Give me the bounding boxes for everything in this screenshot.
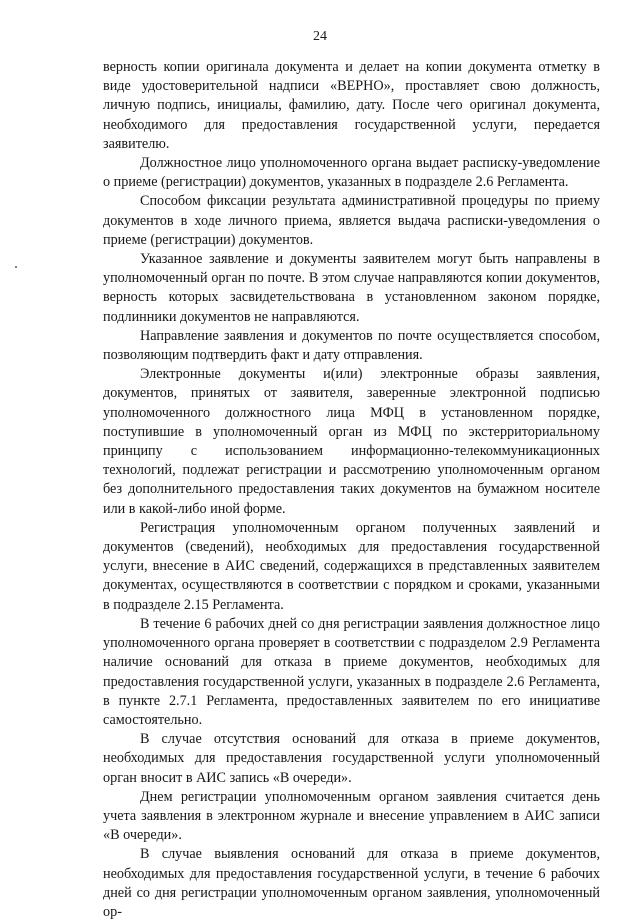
paragraph-postal-submission: Указанное заявление и документы заявителем могут быть направлены в уполномоченный орган по почте. В этом случае направляются копии документов, верность которых засвидетельствована в установленном законом порядке, подлинники документов не направляются. [103, 251, 600, 325]
paragraph-verification-period: В течение 6 рабочих дней со дня регистрации заявления должностное лицо уполномоченного органа проверяет в соответствии с подразделом 2.9 Регламента наличие оснований для отказа в приеме документов, необходимых для предоставления государственной услуги, указанных в подразделе 2.6 Регламента, в пункте 2.7.1 Регламента, предоставленных заявителем по его инициативе самостоятельно. [103, 615, 600, 728]
paragraph-result-fixation: Способом фиксации результата административной процедуры по приему документов в ходе личного приема, является выдача расписки-уведомления о приеме (регистрации) документов. [103, 193, 600, 248]
page-number: 24 [313, 29, 327, 44]
paragraph-electronic-documents: Электронные документы и(или) электронные образы заявления, документов, принятых от заявителя, заверенные электронной подписью уполномоченного должностного лица МФЦ в установленном порядке, поступившие в уполномоченный орган из МФЦ по экстерриториальному принципу с использованием информационно-телекоммуникационных технологий, подлежат регистрации и рассмотрению уполномоченным органом без дополнительного предоставления таких документов на бумажном носителе или в какой-либо иной форме. [103, 366, 600, 517]
paragraph-grounds-found: В случае выявления оснований для отказа в приеме документов, необходимых для предоставления государственной услуги, в течение 6 рабочих дней со дня регистрации уполномоченным органом заявления, уполномоченный ор- [103, 846, 600, 920]
paragraph-continuation: верность копии оригинала документа и делает на копии документа отметку в виде удостоверительной надписи «ВЕРНО», проставляет свою должность, личную подпись, инициалы, фамилию, дату. После чего оригинал документа, необходимого для предоставления государственной услуги, передается заявителю. [103, 59, 600, 152]
paragraph-no-grounds: В случае отсутствия оснований для отказа в приеме документов, необходимых для предоставления государственной услуги уполномоченный орган вносит в АИС запись «В очереди». [103, 731, 600, 786]
scan-speck [15, 266, 17, 268]
paragraph-registration: Регистрация уполномоченным органом полученных заявлений и документов (сведений), необходимых для предоставления государственной услуги, внесение в АИС сведений, содержащихся в представленных заявителем документах, осуществляются в соответствии с порядком и сроками, указанными в подразделе 2.15 Регламента. [103, 519, 600, 613]
document-body [103, 58, 600, 922]
paragraph-registration-day: Днем регистрации уполномоченным органом заявления считается день учета заявления в электронном журнале и внесение управлением в АИС записи «В очереди». [103, 788, 600, 844]
paragraph-postal-method: Направление заявления и документов по почте осуществляется способом, позволяющим подтвердить факт и дату отправления. [103, 327, 600, 364]
paragraph-receipt-notice: Должностное лицо уполномоченного органа выдает расписку-уведомление о приеме (регистрации) документов, указанных в подразделе 2.6 Регламента. [103, 155, 600, 191]
